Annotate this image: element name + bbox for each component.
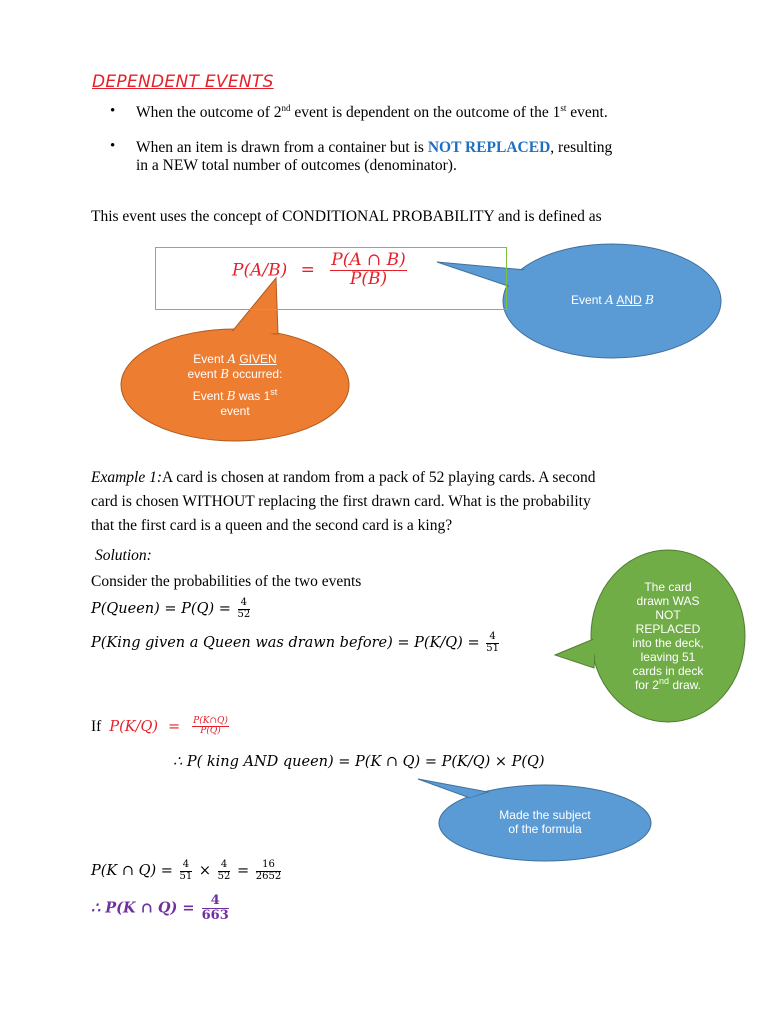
- calc-line: P(K ∩ Q) = $\frac{4}{51}$ × $\frac{4}{52}$ = $\frac{16}{2652}$: [91, 859, 282, 882]
- page-title: DEPENDENT EVENTS: [92, 72, 274, 92]
- intro-text: This event uses the concept of CONDITIONAL PROBABILITY and is defined as: [91, 208, 602, 225]
- result-line: ∴ P(K ∩ Q) = $\frac{4}{663}$: [91, 893, 229, 923]
- bullet-2: When an item is drawn from a container but is NOT REPLACED, resulting in a NEW total number of outcomes (denominator).: [136, 139, 613, 174]
- bubble-given-text: Event A GIVEN event B occurred: Event B was 1st event: [187, 352, 283, 418]
- bubble-and-text: Event A AND B: [571, 293, 654, 307]
- bullet-icon: •: [110, 103, 116, 119]
- conditional-formula: P(A/B) = $\frac{P(A \cap B)}{P(B)}$: [232, 250, 406, 289]
- bullet-icon: •: [110, 138, 116, 154]
- bubble-card-text: The card drawn WAS NOT REPLACED into the deck, leaving 51 cards in deck for 2nd draw.: [632, 580, 704, 692]
- if-line: If P(K/Q) = $\frac{P(K\cap Q)}{P(Q)}$: [91, 716, 228, 737]
- example-text: Example 1:A card is chosen at random from a pack of 52 playing cards. A second card is chosen WITHOUT replacing the first drawn card. What is the probability that the first card is a queen and the second card is a king?: [91, 469, 596, 534]
- bubble-subject-text: Made the subject of the formula: [499, 808, 591, 836]
- consider-text: Consider the probabilities of the two events: [91, 573, 362, 590]
- eq-queen: P(Queen) = P(Q) = $\frac{4}{52}$: [91, 597, 251, 620]
- therefore-line: ∴ P( king AND queen) = P(K ∩ Q) = P(K/Q) × P(Q): [173, 754, 545, 770]
- bullet-1: When the outcome of 2nd event is dependent on the outcome of the 1st event.: [136, 102, 608, 121]
- solution-label: Solution:: [95, 547, 152, 564]
- eq-king: P(King given a Queen was drawn before) = P(K/Q) = $\frac{4}{51}$: [91, 631, 499, 654]
